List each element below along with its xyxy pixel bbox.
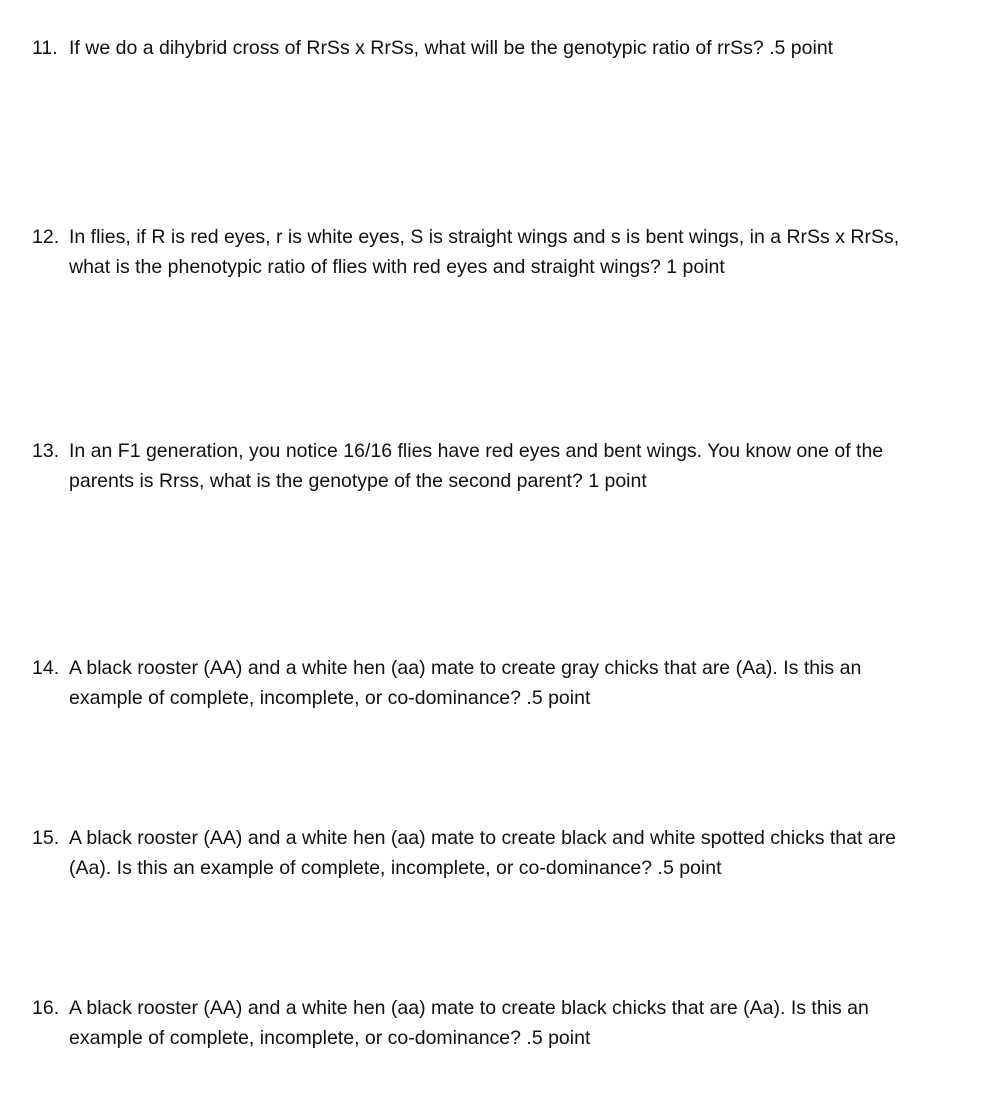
question-13: [32, 436, 972, 496]
question-11: [32, 33, 972, 63]
question-number: 16.: [32, 997, 60, 1019]
question-text: In flies, if R is red eyes, r is white eyes, S is straight wings and s is bent wings, in a RrSs x RrSs, what is the phenotypic ratio of flies with red eyes and straight wings? 1 point: [69, 226, 900, 278]
question-number: 14.: [32, 657, 60, 679]
question-number: 12.: [32, 226, 60, 248]
question-number: 11.: [32, 37, 58, 59]
question-number: 13.: [32, 440, 60, 462]
question-14: [32, 653, 972, 713]
question-text: A black rooster (AA) and a white hen (aa) mate to create gray chicks that are (Aa). Is this an example of complete, incomplete, or co-dominance? .5 point: [69, 657, 862, 709]
question-number: 15.: [32, 827, 60, 849]
question-12: [32, 222, 972, 282]
question-text: In an F1 generation, you notice 16/16 flies have red eyes and bent wings. You know one of the parents is Rrss, what is the genotype of the second parent? 1 point: [69, 440, 884, 492]
question-text: A black rooster (AA) and a white hen (aa) mate to create black chicks that are (Aa). Is this an example of complete, incomplete, or co-dominance? .5 point: [69, 997, 869, 1049]
question-15: [32, 823, 972, 883]
question-text: If we do a dihybrid cross of RrSs x RrSs, what will be the genotypic ratio of rrSs? .5 point: [69, 37, 834, 59]
question-text: A black rooster (AA) and a white hen (aa) mate to create black and white spotted chicks that are (Aa). Is this an example of complete, incomplete, or co-dominance? .5 point: [69, 827, 897, 879]
question-16: [32, 993, 972, 1053]
